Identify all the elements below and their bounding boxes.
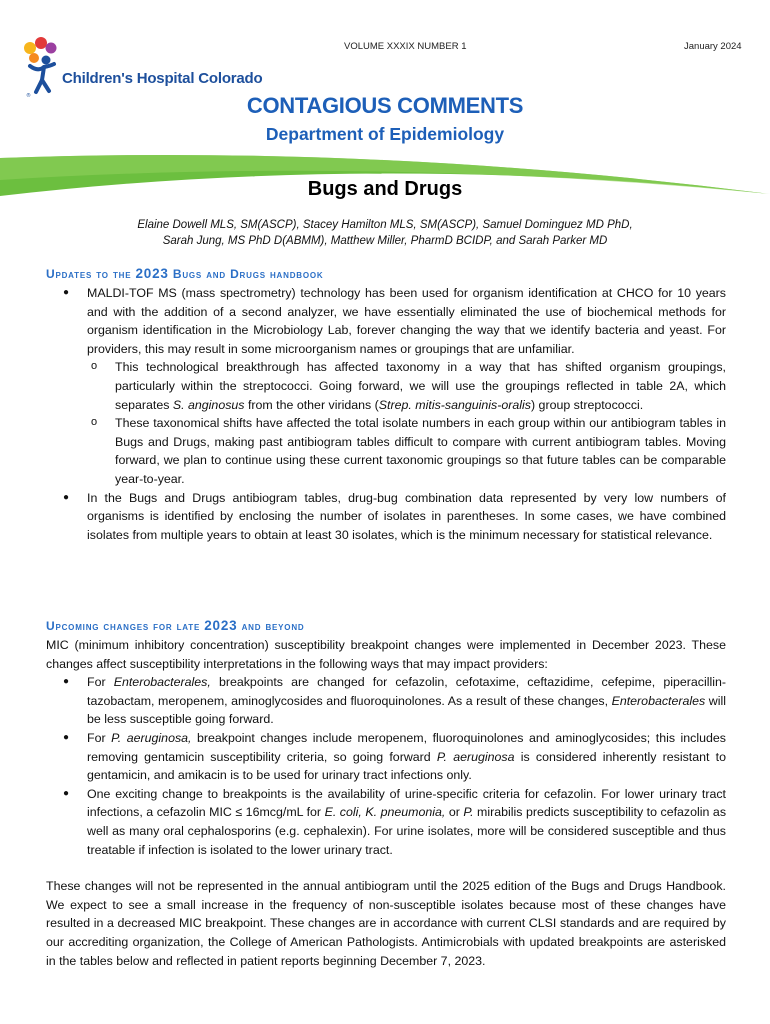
bullet-text: One exciting change to breakpoints is the availability of urine-specific criteria for cefazolin. For lower urinary tract infections, a cefazolin MIC ≤ 16mcg/mL for	[87, 786, 726, 820]
bullet-text: breakpoint changes include meropenem, fluoroquinolones and aminoglycosides; this includes removing gentamicin susceptibility criteria, so going forward	[87, 730, 727, 764]
organism-name: S. anginosus	[172, 397, 245, 412]
organism-name: Enterobacterales	[611, 693, 706, 708]
section-heading-updates	[46, 266, 324, 281]
bullet-icon: ●	[63, 491, 70, 503]
section-updates-body	[46, 284, 726, 544]
hollow-bullet-icon: o	[91, 360, 98, 373]
organism-name: P. aeruginosa,	[111, 730, 192, 745]
list-item	[46, 284, 726, 489]
bullet-text: For	[87, 730, 112, 745]
heading-text-end: Bugs and Drugs handbook	[168, 267, 324, 281]
section-upcoming-body	[46, 636, 726, 970]
bullet-text: will be less susceptible going forward.	[87, 693, 726, 727]
heading-text: Updates to the	[46, 267, 136, 281]
authors-line-1: Elaine Dowell MLS, SM(ASCP), Stacey Hamilton MLS, SM(ASCP), Samuel Dominguez MD PhD,	[137, 219, 633, 231]
list-item	[46, 729, 726, 785]
heading-text: Upcoming changes for late	[46, 619, 205, 633]
heading-year: 2023	[204, 618, 238, 633]
organism-name: E. coli, K. pneumonia,	[324, 805, 446, 820]
svg-text:®: ®	[26, 93, 31, 98]
organism-name: Enterobacterales,	[113, 675, 211, 690]
issue-date: January 2024	[684, 41, 742, 52]
organism-name: Strep. mitis-sanguinis-oralis	[378, 397, 531, 412]
logo-figure-icon	[20, 36, 70, 98]
list-item	[46, 785, 726, 859]
author-list	[60, 217, 710, 249]
bullet-text: MALDI-TOF MS (mass spectrometry) technology has been used for organism identification at CHCO for 10 years and with the addition of a second analyzer, we have essentially eliminated the use of biochemical methods for organism identification in the Microbiology Lab, forever changing the way that we identify bacteria and yeast. For providers, this may result in some microorganism names or groupings that are unfamiliar.	[87, 286, 726, 356]
authors-line-2: Sarah Jung, MS PhD D(ABMM), Matthew Miller, PharmD BCIDP, and Sarah Parker MD	[162, 235, 608, 247]
sub-bullet-text: This technological breakthrough has affected taxonomy in a way that has shifted organism groupings, particularly within the streptococci. Going forward, we will use the groupings reflected in table 2A, which separates	[115, 360, 726, 412]
bullet-icon: ●	[63, 676, 70, 688]
sub-bullet-text: from the other viridans (	[244, 397, 379, 412]
hospital-logo	[20, 36, 70, 98]
hollow-bullet-icon: o	[91, 416, 98, 429]
sub-list-item	[87, 414, 726, 488]
bullet-text: In the Bugs and Drugs antibiogram tables, drug-bug combination data represented by very low numbers of organisms is identified by enclosing the number of isolates in parentheses. In some cases, we have combined isolates from multiple years to obtain at least 30 isolates, which is the minimum necessary for statistical relevance.	[87, 490, 726, 542]
list-item	[46, 489, 726, 545]
volume-number: VOLUME XXXIX NUMBER 1	[344, 41, 467, 52]
bullet-text: or	[445, 805, 464, 820]
section-heading-upcoming	[46, 618, 304, 633]
sub-list-item	[87, 358, 726, 414]
intro-paragraph: MIC (minimum inhibitory concentration) susceptibility breakpoint changes were implemented in December 2023. These changes affect susceptibility interpretations in the following ways that may impact providers:	[46, 638, 726, 671]
hospital-name: Children's Hospital Colorado	[62, 70, 263, 87]
list-item	[46, 673, 726, 729]
closing-paragraph: These changes will not be represented in the annual antibiogram until the 2025 edition of the Bugs and Drugs Handbook. We expect to see a small increase in the frequency of non-susceptible isolates because most of these changes have resulted in a decreased MIC breakpoint. These changes are in accordance with current CLSI standards and are required by our accrediting organization, the College of American Pathologists. Antimicrobials with updated breakpoints are asterisked in the tables below and reflected in patient reports beginning December 7, 2023.	[46, 879, 726, 968]
bullet-icon: ●	[63, 731, 70, 743]
newsletter-subtitle: Department of Epidemiology	[265, 124, 505, 144]
heading-year: 2023	[135, 266, 169, 281]
bullet-text: mirabilis predicts susceptibility to cefazolin as well as many oral cephalosporins (e.g. cephalexin). For urine isolates, more will be considered susceptible and thus treatable if infection is isolated to the lower urinary tract.	[87, 805, 727, 857]
heading-text-end: and beyond	[237, 619, 305, 633]
bullet-text: For	[87, 675, 114, 690]
sub-bullet-text: These taxonomical shifts have affected the total isolate numbers in each group within our antibiogram tables in Bugs and Drugs, making past antibiogram tables difficult to compare with current antibiogram tables. Moving forward, we plan to continue using these current taxonomic groupings so that future tables can be comparable year-to-year.	[115, 416, 726, 486]
article-title: Bugs and Drugs	[307, 178, 463, 200]
newsletter-title: CONTAGIOUS COMMENTS	[246, 93, 524, 118]
bullet-text: breakpoints are changed for cefazolin, cefotaxime, ceftazidime, cefepime, piperacillin-tazobactam, meropenem, aminoglycosides and fluoroquinolones. As a result of these changes,	[87, 675, 726, 708]
bullet-icon: ●	[63, 287, 70, 298]
organism-name: P.	[463, 805, 474, 820]
bullet-text: is considered inherently resistant to gentamicin, and amikacin is to be used for urinary tract infections only.	[87, 749, 726, 783]
organism-name: P. aeruginosa	[436, 749, 515, 764]
bullet-icon: ●	[63, 787, 70, 799]
sub-bullet-text: ) group streptococci.	[530, 397, 644, 412]
